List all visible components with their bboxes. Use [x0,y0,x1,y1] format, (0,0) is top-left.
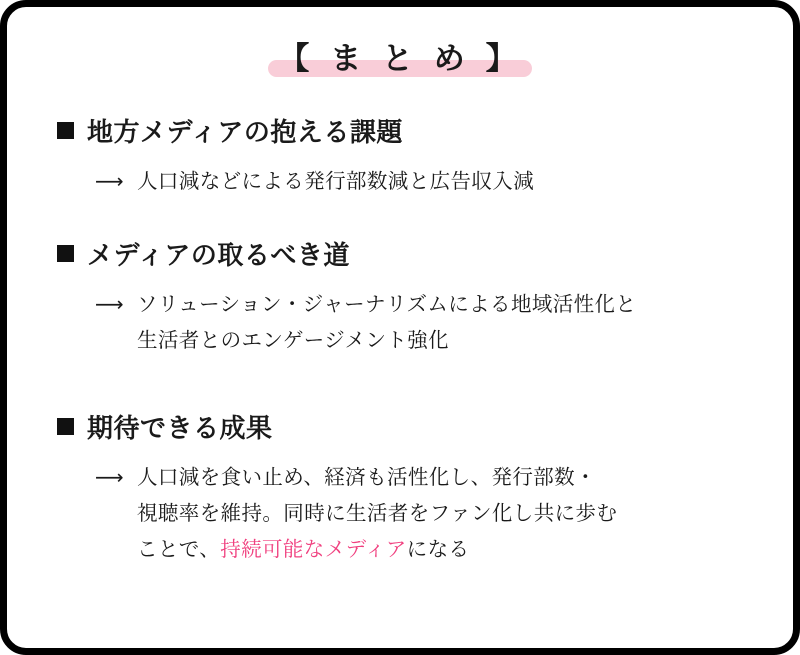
section-list [7,112,793,567]
section-body-lines [137,163,737,199]
right-arrow-icon: ⟶ [95,292,122,316]
right-arrow-icon: ⟶ [95,465,122,489]
title-text: 【 ま と め 】 [278,41,522,77]
section-heading [7,112,793,149]
section-spacer [7,199,793,235]
section-expected-results [7,408,793,567]
section-body-lines [137,286,737,358]
slide-content [7,7,793,648]
black-square-bullet-icon [57,122,74,139]
right-arrow-icon: ⟶ [95,169,122,193]
body-line: ソリューション・ジャーナリズムによる地域活性化と [137,292,637,316]
body-line-prefix: ことで、 [137,537,221,561]
body-line-suffix: になる [406,537,470,561]
body-line: 人口減を食い止め、経済も活性化し、発行部数・ [137,465,596,489]
section-spacer [7,358,793,408]
section-body [7,163,793,199]
accent-phrase: 持続可能なメディア [220,537,407,561]
page-title [7,37,793,97]
body-line: 人口減などによる発行部数減と広告収入減 [137,169,535,193]
section-heading-label: 期待できる成果 [87,414,273,444]
black-square-bullet-icon [57,418,74,435]
black-square-bullet-icon [57,245,74,262]
section-challenges [7,112,793,199]
title-band [268,37,531,81]
body-line-with-accent [137,531,737,567]
body-line: 生活者とのエンゲージメント強化 [137,328,450,352]
section-direction [7,235,793,358]
section-heading [7,235,793,272]
section-body-lines [137,459,737,567]
body-line: 視聴率を維持。同時に生活者をファン化し共に歩む [137,501,618,525]
section-body [7,459,793,567]
section-heading-label: 地方メディアの抱える課題 [87,118,403,148]
section-heading [7,408,793,445]
section-heading-label: メディアの取るべき道 [87,241,350,271]
section-body [7,286,793,358]
